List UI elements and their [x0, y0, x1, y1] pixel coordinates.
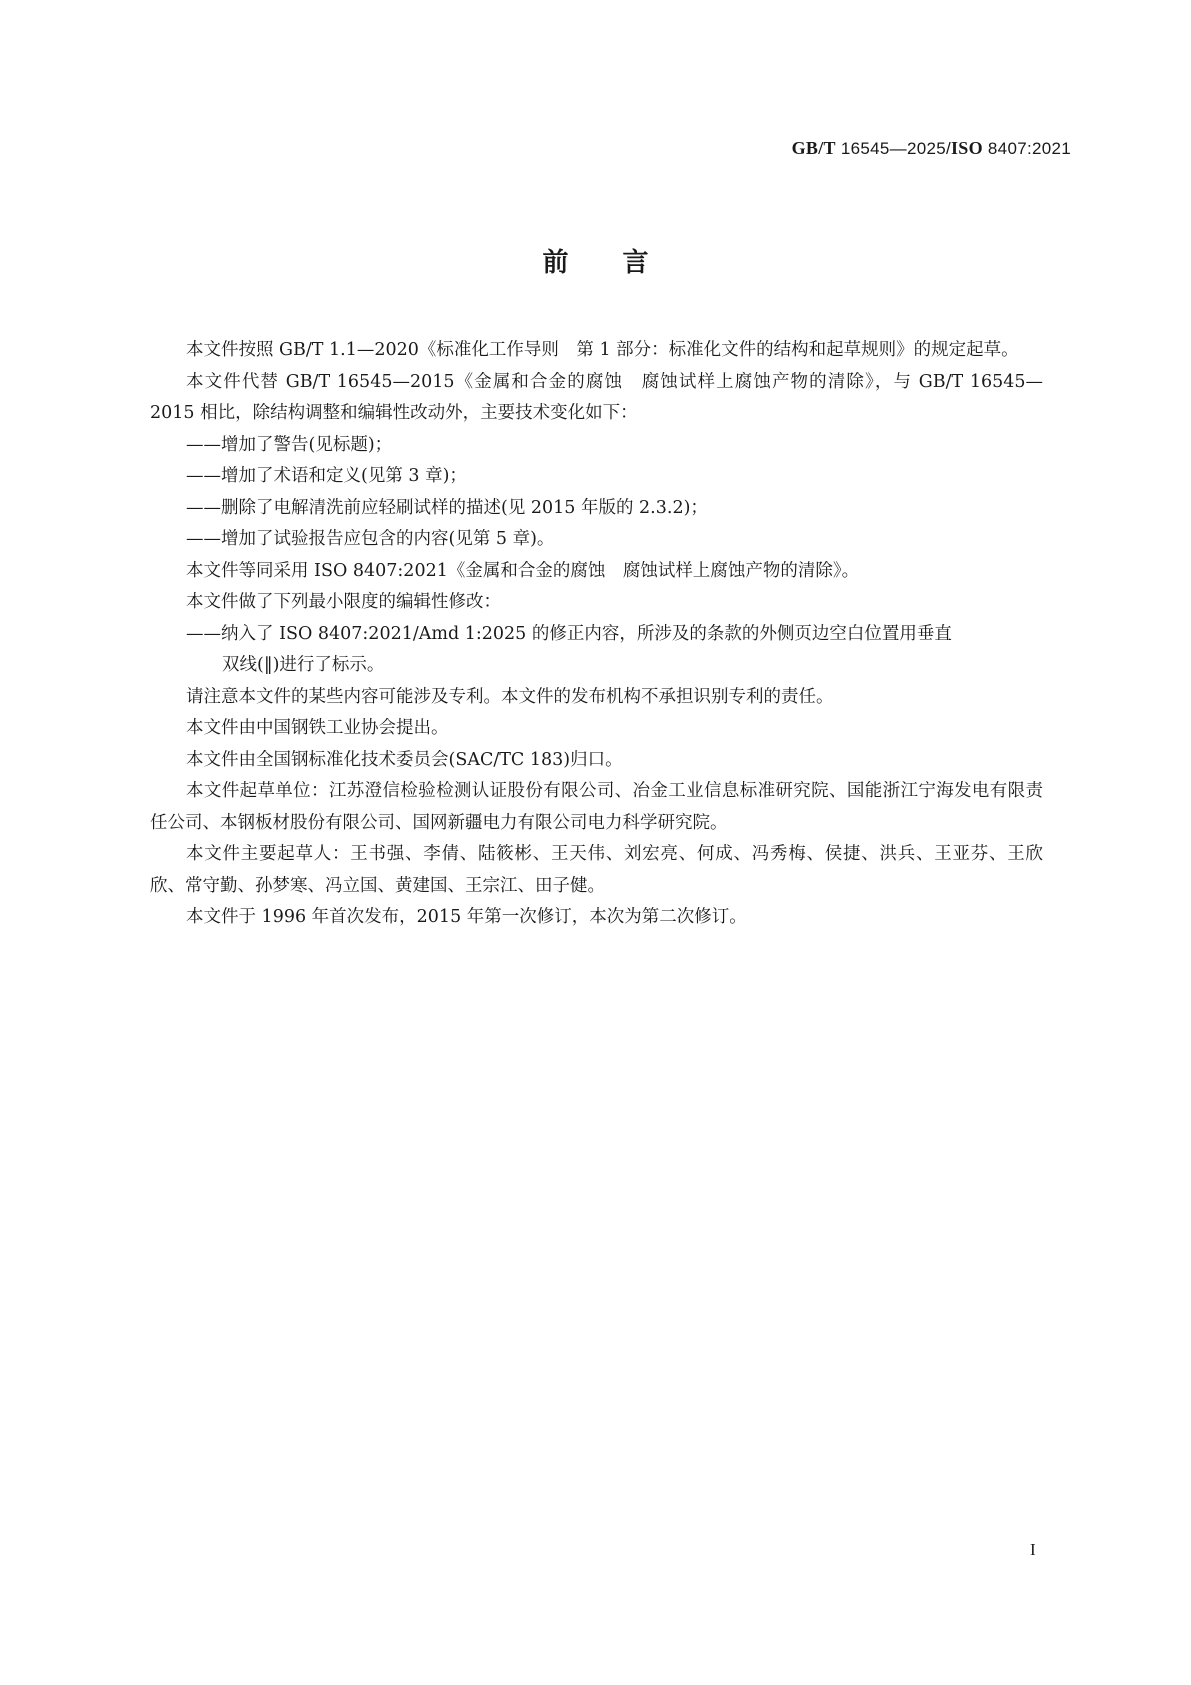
- change-item-brushing: ——删除了电解清洗前应轻刷试样的描述(见 2015 年版的 2.3.2)；: [186, 497, 708, 518]
- header-gbt-prefix: GB/T: [791, 138, 836, 158]
- paragraph-drafting-rules: 本文件按照 GB/T 1.1—2020《标准化工作导则 第 1 部分：标准化文件的结构和起草规则》的规定起草。: [186, 340, 1019, 360]
- page-number: I: [1030, 1540, 1036, 1559]
- page-title: [0, 242, 1191, 279]
- header-iso-number: 8407:2021: [982, 139, 1071, 158]
- standard-number-header: [792, 138, 1071, 159]
- paragraph-history: 本文件于 1996 年首次发布，2015 年第一次修订，本次为第二次修订。: [186, 907, 747, 927]
- paragraph-proposed-by: 本文件由中国钢铁工业协会提出。: [186, 718, 449, 738]
- title-char-1: 前: [542, 248, 569, 278]
- editorial-item-amendment: ——纳入了 ISO 8407:2021/Amd 1:2025 的修正内容，所涉及的条款的外侧页边空白位置用垂直: [186, 623, 952, 644]
- change-item-test-report: ——增加了试验报告应包含的内容(见第 5 章)。: [186, 529, 555, 549]
- paragraph-identical-adoption: 本文件等同采用 ISO 8407:2021《金属和合金的腐蚀 腐蚀试样上腐蚀产物的清除》。: [186, 560, 860, 581]
- title-char-2: 言: [622, 248, 649, 278]
- header-iso-prefix: ISO: [950, 138, 983, 158]
- change-item-terms: ——增加了术语和定义(见第 3 章)；: [186, 466, 467, 486]
- header-gbt-number: 16545—2025/: [835, 139, 951, 158]
- paragraph-patent-notice: 请注意本文件的某些内容可能涉及专利。本文件的发布机构不承担识别专利的责任。: [186, 686, 834, 707]
- foreword-body: [150, 335, 1043, 934]
- editorial-item-amendment-cont: 双线(‖)进行了标示。: [222, 655, 385, 675]
- change-item-warning: ——增加了警告(见标题)；: [186, 434, 393, 455]
- paragraph-technical-committee: 本文件由全国钢标准化技术委员会(SAC/TC 183)归口。: [186, 749, 623, 770]
- paragraph-editorial-changes: 本文件做了下列最小限度的编辑性修改：: [186, 592, 501, 612]
- paragraph-drafters: 本文件主要起草人：王书强、李倩、陆筱彬、王天伟、刘宏亮、何成、冯秀梅、侯捷、洪兵、王亚芬、王欣欣、常守勤、孙梦寒、冯立国、黄建国、王宗江、田子健。: [150, 844, 1043, 896]
- paragraph-replaces: 本文件代替 GB/T 16545—2015《金属和合金的腐蚀 腐蚀试样上腐蚀产物的清除》，与 GB/T 16545—2015 相比，除结构调整和编辑性改动外，主要技术变化如下：: [150, 371, 1043, 423]
- paragraph-drafting-organizations: 本文件起草单位：江苏澄信检验检测认证股份有限公司、冶金工业信息标准研究院、国能浙江宁海发电有限责任公司、本钢板材股份有限公司、国网新疆电力有限公司电力科学研究院。: [150, 781, 1043, 833]
